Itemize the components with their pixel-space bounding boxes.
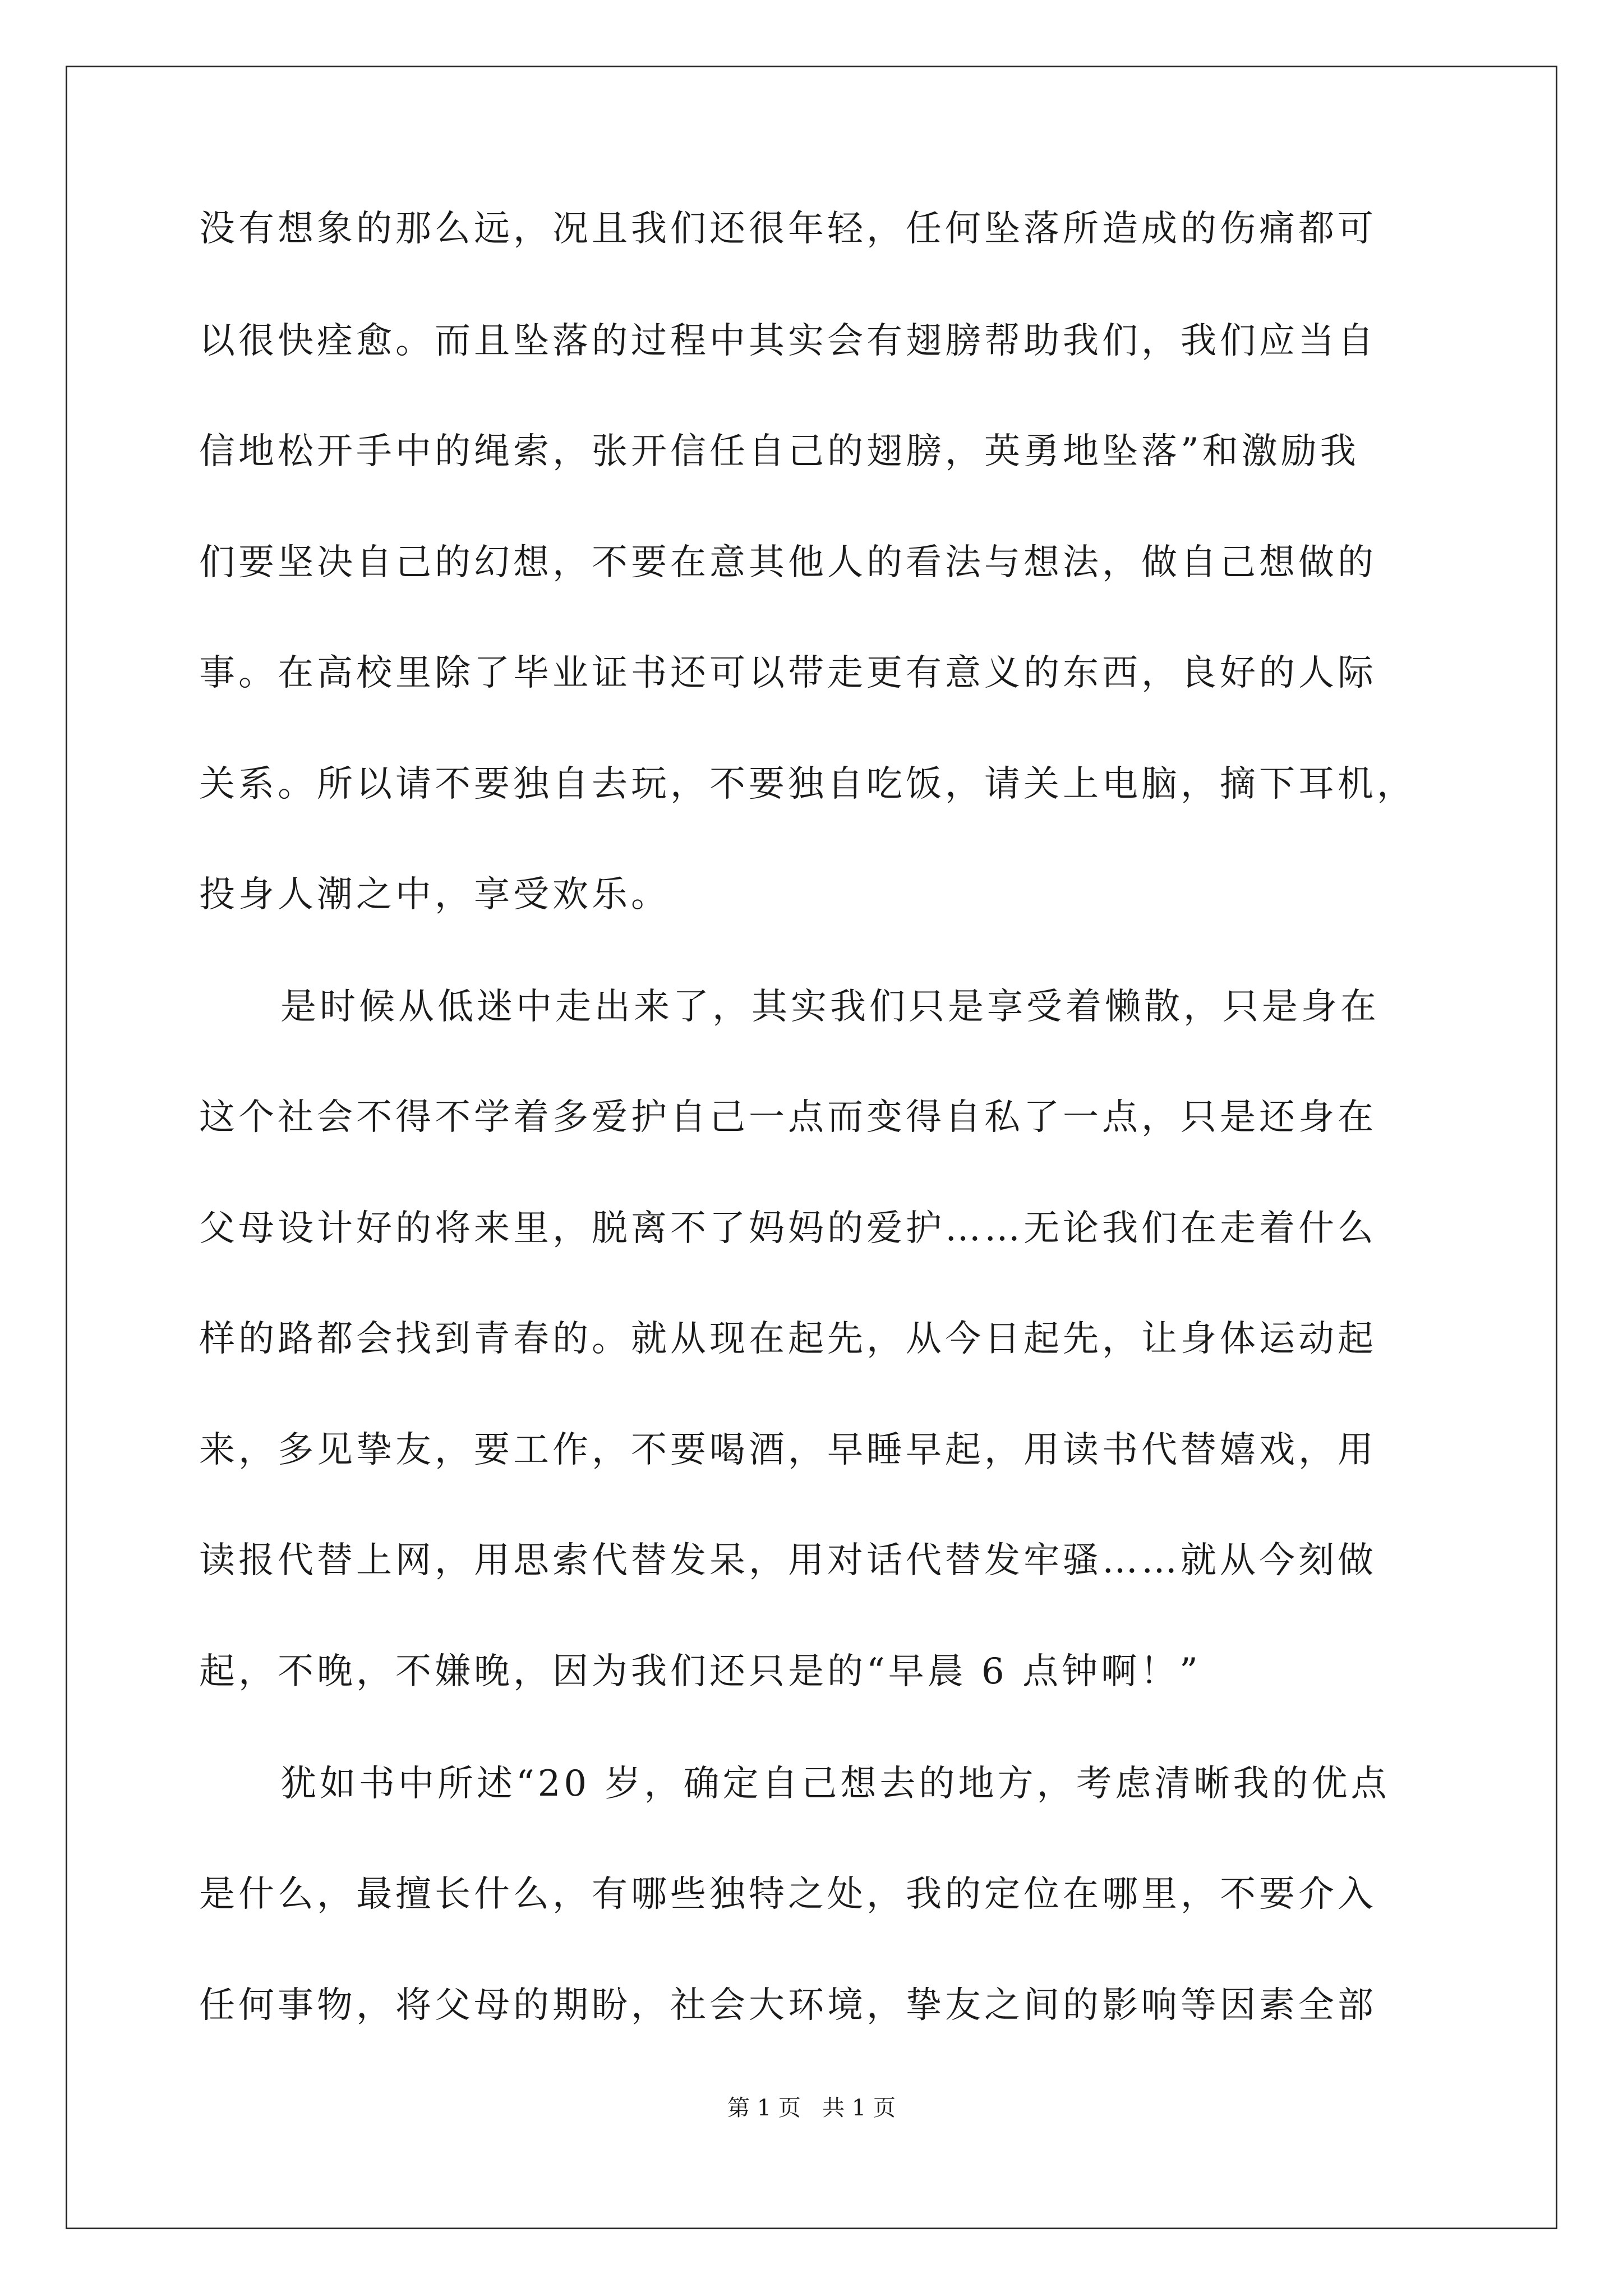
paragraph-line: 犹如书中所述“20 岁，确定自己想去的地方，考虑清晰我的优点 <box>280 1763 1390 1805</box>
paragraph-line: 这个社会不得不学着多爱护自己一点而变得自私了一点，只是还身在 <box>199 1097 1377 1138</box>
paragraph-line: 以很快痊愈。而且坠落的过程中其实会有翅膀帮助我们，我们应当自 <box>199 320 1377 362</box>
paragraph-line: 们要坚决自己的幻想，不要在意其他人的看法与想法，做自己想做的 <box>199 542 1377 583</box>
paragraph-line: 父母设计好的将来里，脱离不了妈妈的爱护……无论我们在走着什么 <box>199 1208 1377 1249</box>
paragraph-line: 任何事物，将父母的期盼，社会大环境，挚友之间的影响等因素全部 <box>199 1985 1377 2026</box>
page-footer: 第 1 页 共 1 页 <box>727 2095 896 2121</box>
paragraph-line: 是时候从低迷中走出来了，其实我们只是享受着懒散，只是身在 <box>280 986 1380 1028</box>
paragraph-line: 投身人潮之中，享受欢乐。 <box>199 874 670 915</box>
paragraph-line: 信地松开手中的绳索，张开信任自己的翅膀，英勇地坠落”和激励我 <box>199 431 1359 472</box>
paragraph-line: 是什么，最擅长什么，有哪些独特之处，我的定位在哪里，不要介入 <box>199 1874 1377 1915</box>
paragraph-line: 样的路都会找到青春的。就从现在起先，从今日起先，让身体运动起 <box>199 1318 1377 1360</box>
paragraph-line: 起，不晚，不嫌晚，因为我们还只是的“早晨 6 点钟啊！” <box>199 1651 1201 1692</box>
paragraph-line: 读报代替上网，用思索代替发呆，用对话代替发牢骚……就从今刻做 <box>199 1540 1377 1581</box>
paragraph-line: 没有想象的那么远，况且我们还很年轻，任何坠落所造成的伤痛都可 <box>199 208 1377 250</box>
paragraph-line: 事。在高校里除了毕业证书还可以带走更有意义的东西，良好的人际 <box>199 652 1377 694</box>
paragraph-line: 来，多见挚友，要工作，不要喝酒，早睡早起，用读书代替嬉戏，用 <box>199 1429 1377 1471</box>
paragraph-line: 关系。所以请不要独自去玩，不要独自吃饭，请关上电脑，摘下耳机， <box>199 763 1416 805</box>
